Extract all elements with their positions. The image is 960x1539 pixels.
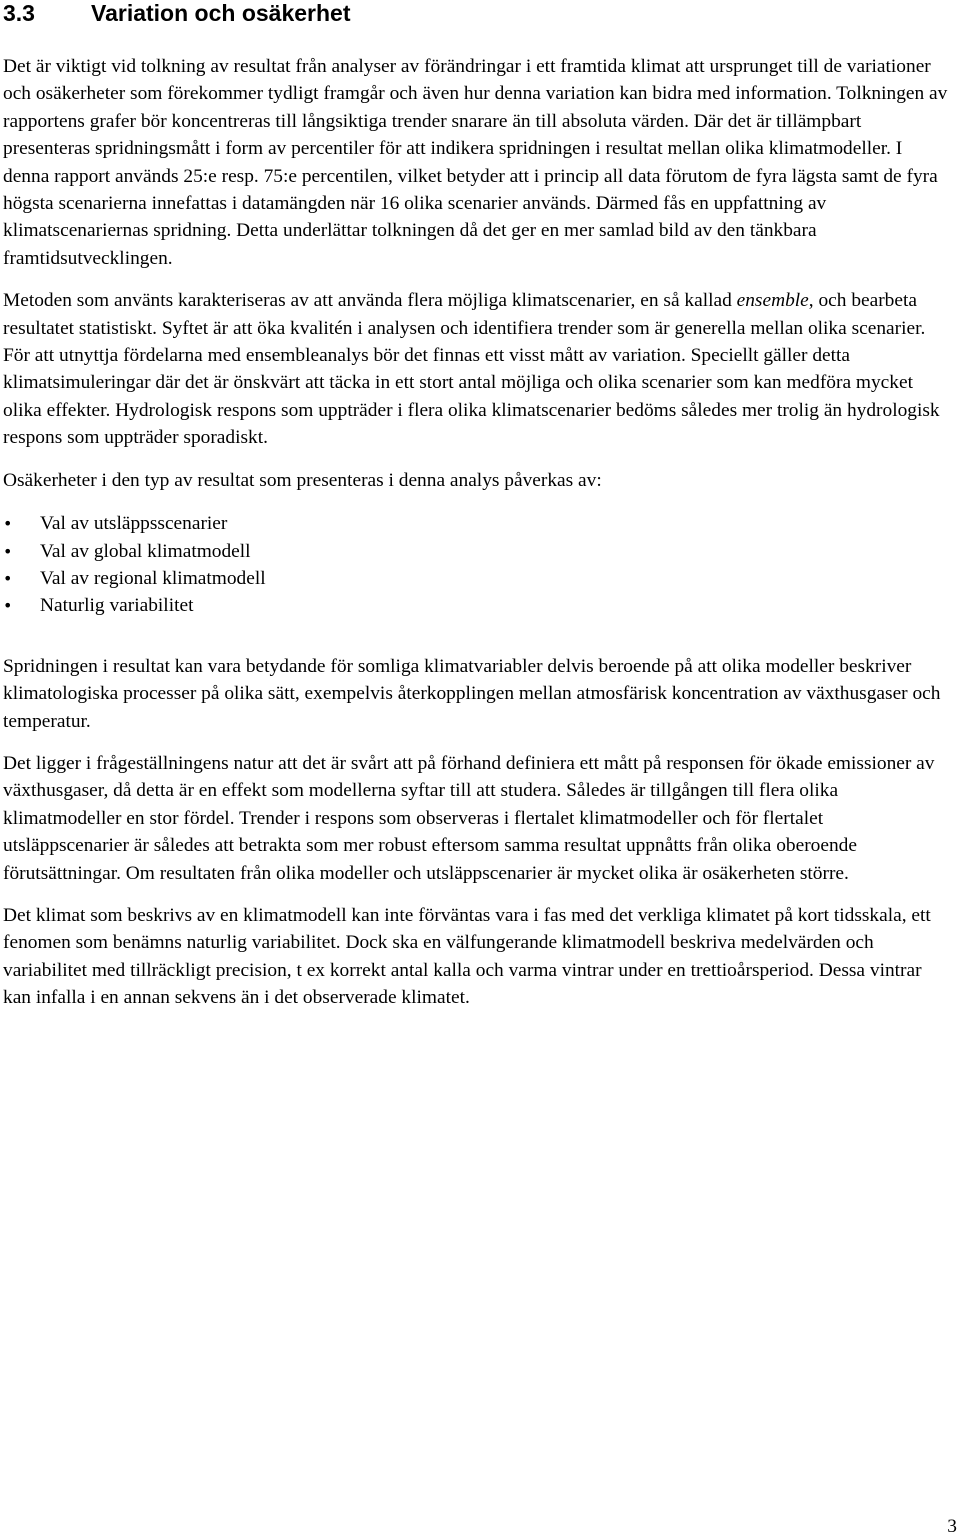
uncertainty-bullet-list bbox=[3, 510, 953, 620]
list-item bbox=[3, 538, 953, 565]
section-title: Variation och osäkerhet bbox=[91, 0, 351, 26]
paragraph-uncertainty-factors: Osäkerheter i den typ av resultat som presenteras i denna analys påverkas av: bbox=[3, 469, 602, 491]
paragraph-variation-intro: Det är viktigt vid tolkning av resultat från analyser av förändringar i ett framtida klimat att ursprunget till de variationer och osäkerheter som förekommer tydligt framgår och även hur denna variation kan bidra med information. Tolkningen av rapportens grafer bör koncentreras till långsiktiga trender snarare än till absoluta värden. Där det är tillämpbart presenteras spridningsmått i form av percentiler för att indikera spridningen i resultat mellan olika klimatmodeller. I denna rapport används 25:e resp. 75:e percentilen, vilket betyder att i princip all data förutom de fyra lägsta samt de fyra högsta scenarierna innefattas i datamängden när 16 olika scenarier används. Därmed fås en uppfattning av klimatscenariernas spridning. Detta underlättar tolkningen då det ger en mer samlad bild av den tänkbara framtidsutvecklingen. bbox=[3, 56, 948, 269]
section-heading bbox=[3, 0, 953, 26]
list-item-text: Val av global klimatmodell bbox=[40, 540, 251, 562]
paragraph-spread: Spridningen i resultat kan vara betydande för somliga klimatvariabler delvis beroende på att olika modeller beskriver klimatologiska processer på olika sätt, exempelvis återkopplingen mellan atmosfärisk koncentration av växthusgaser och temperatur. bbox=[3, 655, 941, 732]
document-page bbox=[3, 0, 953, 1012]
paragraph-natural-variability: Det klimat som beskrivs av en klimatmodell kan inte förväntas vara i fas med det verkliga klimatet på kort tidsskala, ett fenomen som benämns naturlig variabilitet. Dock ska en välfungerande klimatmodell beskriva medelvärden och variabilitet med tillräckligt precision, t ex korrekt antal kalla och varma vintrar under en trettioårsperiod. Dessa vintrar kan infalla i en annan sekvens än i det observerade klimatet. bbox=[3, 904, 931, 1009]
bullet-icon: • bbox=[3, 568, 13, 588]
page-number: 3 bbox=[947, 1516, 957, 1537]
paragraph-ensemble-method bbox=[3, 287, 953, 451]
bullet-icon: • bbox=[3, 514, 13, 534]
section-number: 3.3 bbox=[3, 0, 35, 26]
list-item bbox=[3, 510, 953, 537]
list-item-text: Val av regional klimatmodell bbox=[40, 567, 266, 589]
paragraph-emissions-response: Det ligger i frågeställningens natur att det är svårt att på förhand definiera ett mått på responsen för ökade emissioner av växthusgaser, då detta är en effekt som modellerna syftar till att studera. Således är tillgången till flera olika klimatmodeller en stor fördel. Trender i respons som observeras i flertalet klimatmodeller och för flertalet utsläppscenarier är således att betrakta som mer robust eftersom samma resultat uppnåtts från olika oberoende förutsättningar. Om resultaten från olika modeller och utsläppscenarier är mycket olika är osäkerheten större. bbox=[3, 752, 935, 884]
list-item bbox=[3, 565, 953, 592]
list-item bbox=[3, 592, 953, 619]
list-item-text: Val av utsläppsscenarier bbox=[40, 513, 228, 535]
bullet-icon: • bbox=[3, 596, 13, 616]
bullet-icon: • bbox=[3, 541, 13, 561]
paragraph-ensemble-text-start: Metoden som använts karakteriseras av att använda flera möjliga klimatscenarier, en så kallad bbox=[3, 290, 737, 312]
paragraph-ensemble-text-end: , och bearbeta resultatet statistiskt. Syftet är att öka kvalitén i analysen och identifiera trender som är generella mellan olika scenarier. För att utnyttja fördelarna med ensembleanalys bör det finnas ett visst mått av variation. Speciellt gäller detta klimatsimuleringar där det är önskvärt att täcka in ett stort antal möjliga och olika scenarier som kan medföra mycket olika effekter. Hydrologisk respons som uppträder i flera olika klimatscenarier bedöms således mer trolig än hydrologisk respons som uppträder sporadiskt. bbox=[3, 290, 940, 449]
list-item-text: Naturlig variabilitet bbox=[40, 595, 194, 617]
ensemble-term: ensemble bbox=[736, 290, 809, 312]
